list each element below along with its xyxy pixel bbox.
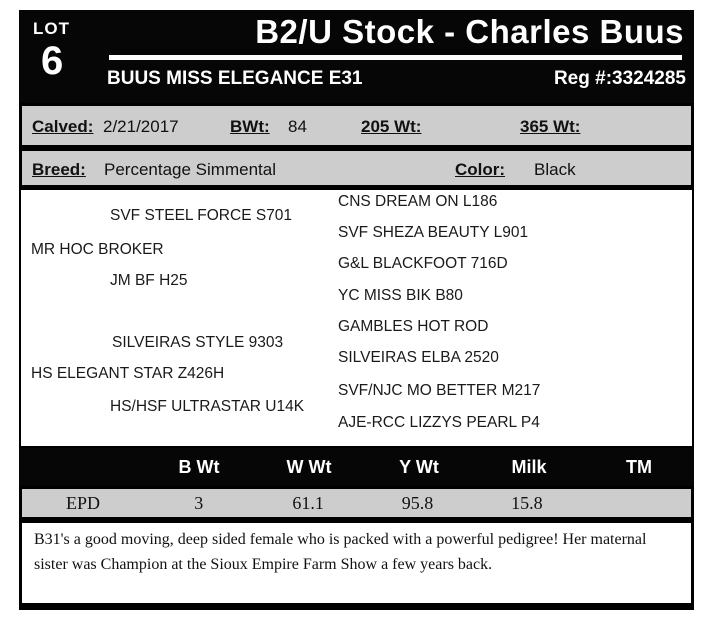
lot-card — [19, 10, 694, 610]
epd-col-header-bwt: B Wt — [178, 456, 220, 477]
calved-row — [19, 103, 694, 148]
great-grandparent-name: CNS DREAM ON L186 — [338, 193, 498, 210]
reg-number: Reg #:3324285 — [553, 67, 686, 89]
dam-dam-name: HS/HSF ULTRASTAR U14K — [110, 398, 305, 415]
epd-col-header-ywt: Y Wt — [399, 456, 439, 477]
lot-label: LOT — [33, 19, 70, 38]
animal-name-row — [107, 68, 694, 90]
epd-value-wwt: 61.1 — [292, 492, 324, 513]
description-box — [19, 520, 694, 610]
great-grandparent-name: SILVEIRAS ELBA 2520 — [338, 349, 499, 366]
great-grandparent-name: SVF SHEZA BEAUTY L901 — [338, 224, 529, 241]
bwt-value: 84 — [288, 117, 307, 136]
great-grandparent-name: YC MISS BIK B80 — [338, 287, 463, 304]
title-area — [107, 10, 694, 103]
calved-label: Calved: — [32, 117, 94, 136]
epd-value-milk: 15.8 — [511, 492, 543, 513]
page-title: B2/U Stock - Charles Buus — [255, 13, 684, 50]
dam-name: HS ELEGANT STAR Z426H — [31, 365, 225, 382]
bwt-label: BWt: — [230, 117, 270, 136]
dam-sire-name: SILVEIRAS STYLE 9303 — [112, 334, 284, 351]
pedigree-box — [19, 188, 694, 448]
great-grandparent-name: AJE-RCC LIZZYS PEARL P4 — [338, 414, 540, 431]
wt365-label: 365 Wt: — [520, 117, 581, 136]
epd-col-header-tm: TM — [626, 456, 652, 477]
epd-table-header — [19, 448, 694, 486]
color-label: Color: — [455, 160, 506, 179]
epd-value-bwt: 3 — [194, 492, 204, 513]
sire-name: MR HOC BROKER — [31, 241, 164, 258]
title-separator-line — [109, 55, 682, 60]
breed-value: Percentage Simmental — [104, 160, 276, 179]
great-grandparent-name: SVF/NJC MO BETTER M217 — [338, 382, 541, 399]
breed-row — [19, 148, 694, 188]
breed-label: Breed: — [32, 160, 86, 179]
description-line: sister was Champion at the Sioux Empire Farm Show a few years back. — [34, 555, 493, 573]
animal-name: BUUS MISS ELEGANCE E31 — [107, 67, 363, 89]
epd-value-ywt: 95.8 — [401, 492, 434, 513]
epd-row-label: EPD — [65, 492, 100, 513]
sire-sire-name: SVF STEEL FORCE S701 — [110, 207, 293, 224]
wt205-label: 205 Wt: — [361, 117, 422, 136]
lot-column — [19, 10, 107, 103]
epd-col-header-wwt: W Wt — [286, 456, 332, 477]
color-value: Black — [534, 160, 576, 179]
description-line: B31's a good moving, deep sided female who is packed with a powerful pedigree! Her maternal — [34, 531, 647, 548]
great-grandparent-name: GAMBLES HOT ROD — [338, 318, 489, 335]
great-grandparent-name: G&L BLACKFOOT 716D — [338, 255, 508, 272]
lot-number: 6 — [41, 39, 64, 83]
card-header — [19, 10, 694, 103]
epd-col-header-milk: Milk — [511, 456, 547, 477]
epd-table-row — [19, 486, 694, 520]
calved-value: 2/21/2017 — [103, 117, 179, 136]
sire-dam-name: JM BF H25 — [110, 272, 188, 289]
